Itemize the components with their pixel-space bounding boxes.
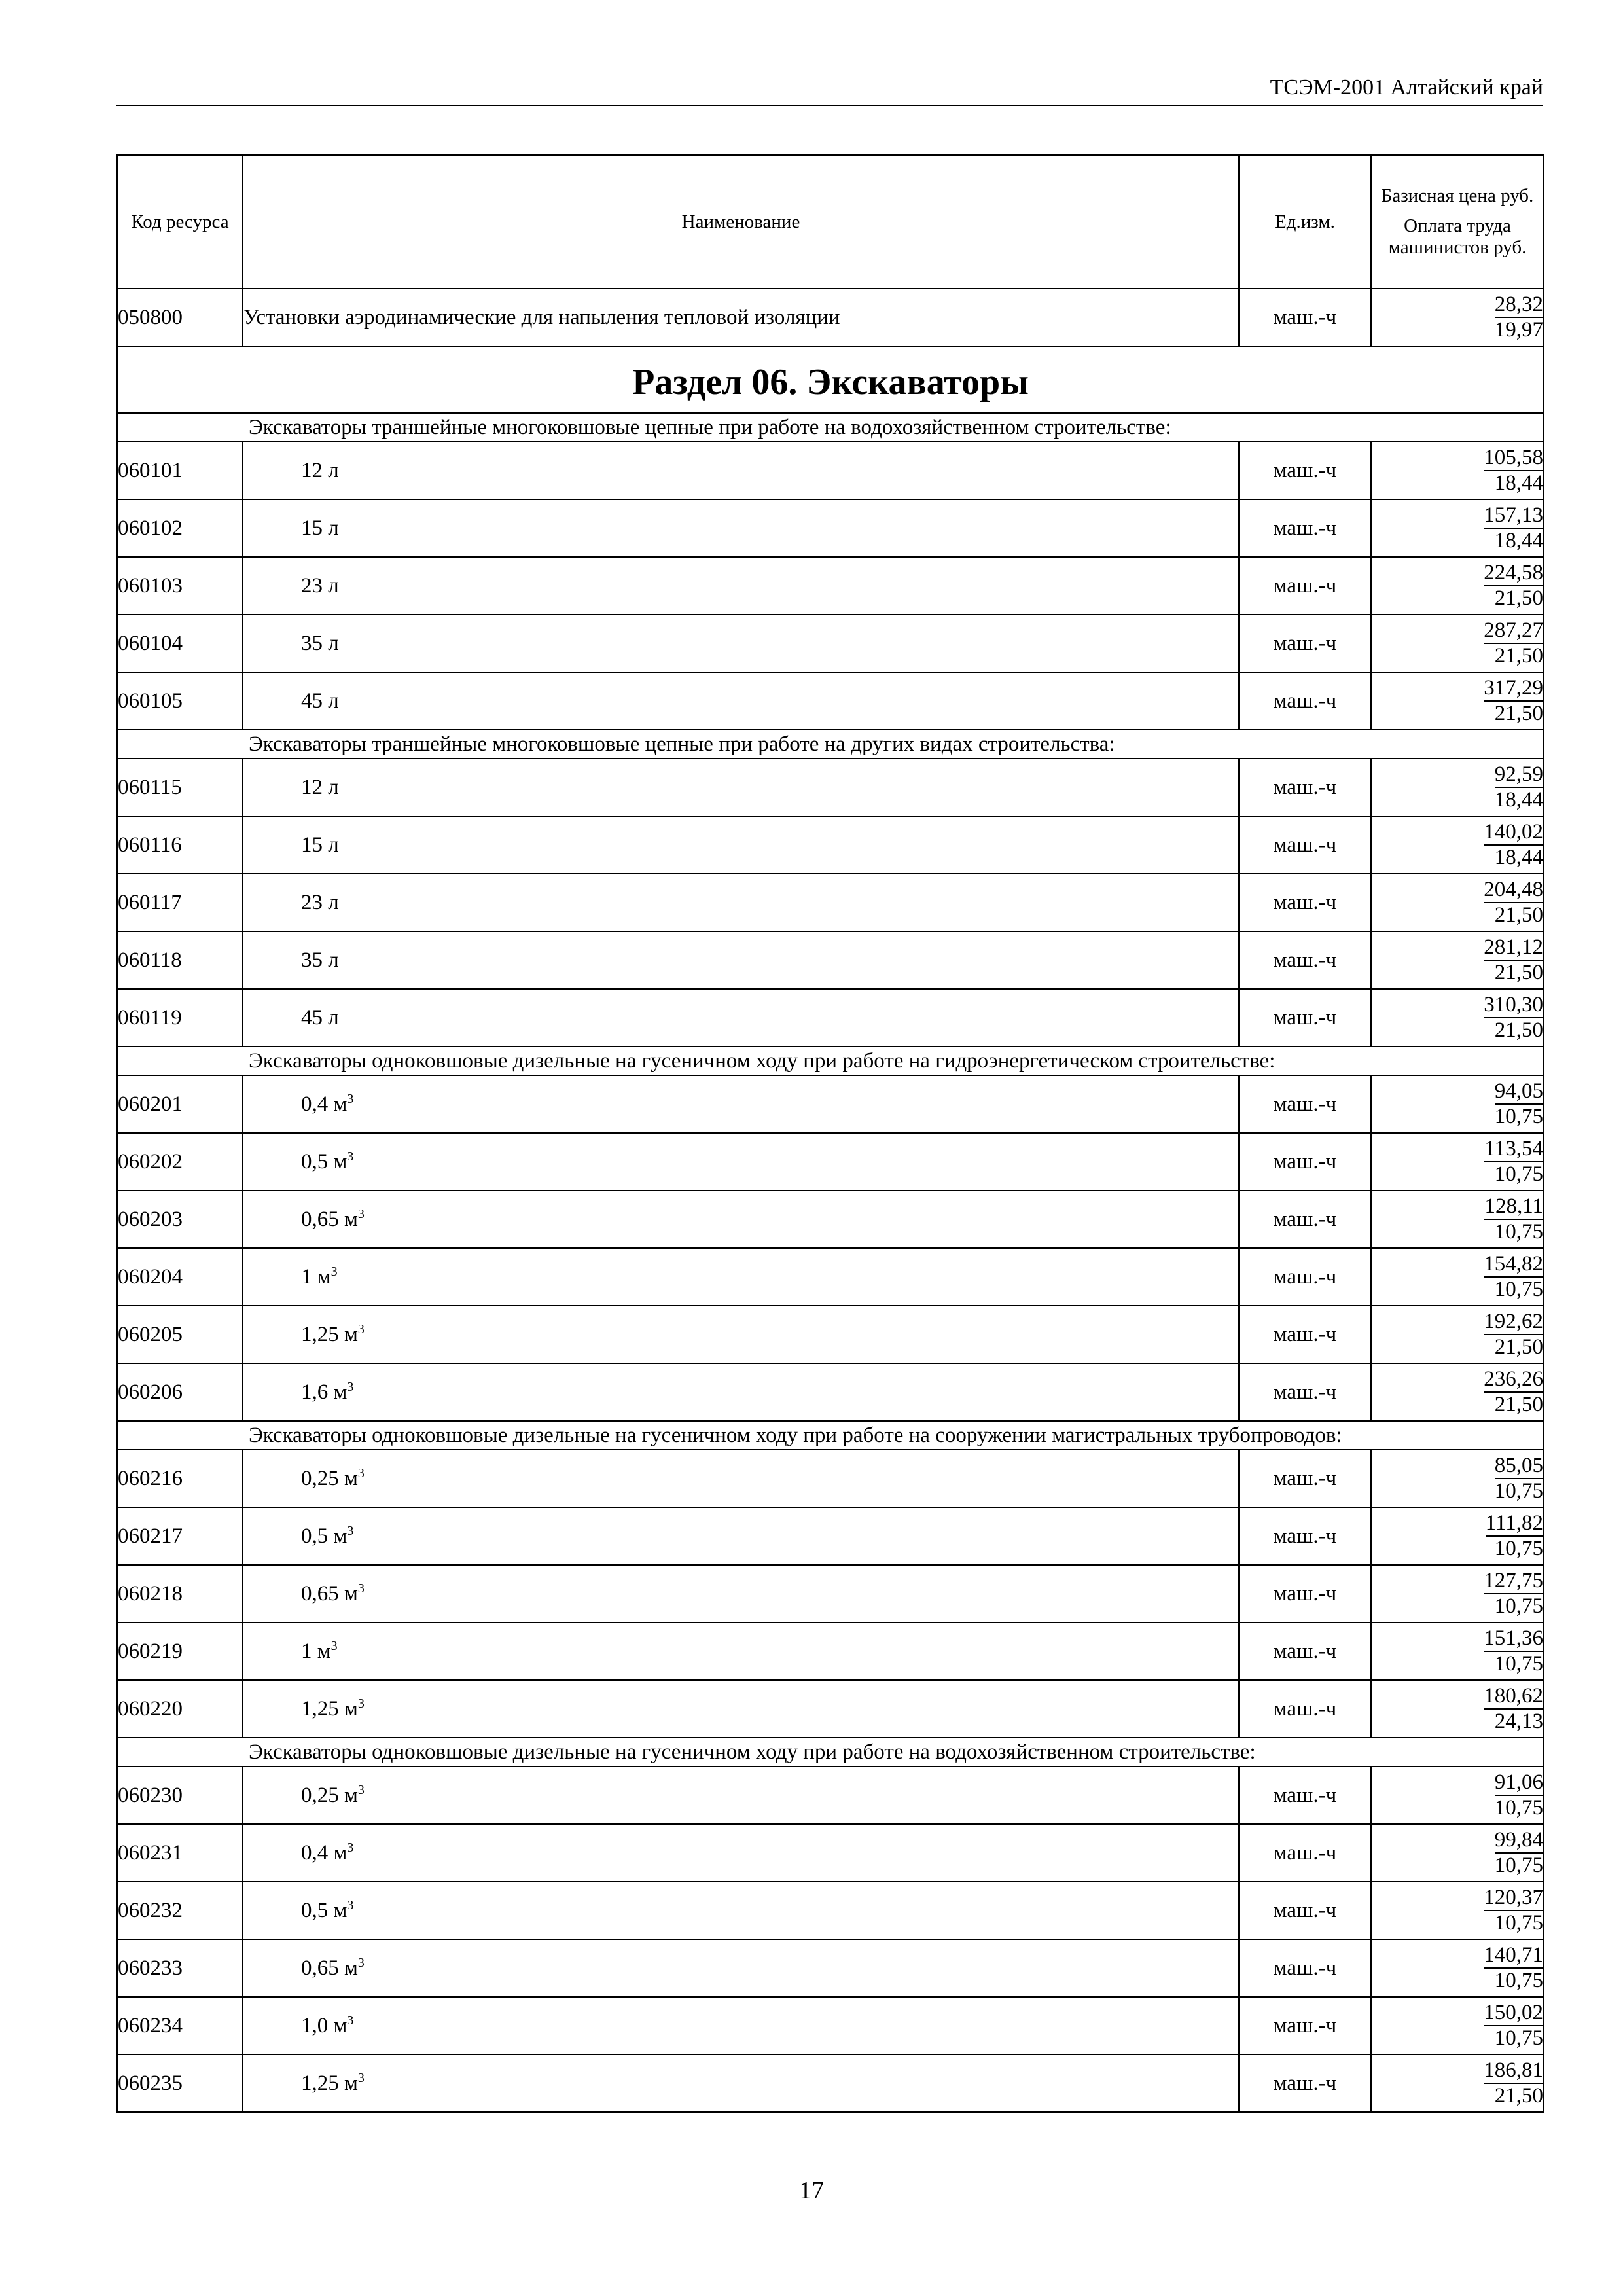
base-price: 157,13 xyxy=(1484,503,1543,529)
resource-unit: маш.-ч xyxy=(1239,1507,1371,1565)
machinist-wage: 21,50 xyxy=(1494,1393,1543,1416)
table-row xyxy=(117,1882,1544,1939)
table-row xyxy=(117,1133,1544,1191)
resource-name xyxy=(243,874,1239,931)
resource-name-text: 1 м xyxy=(301,1265,331,1289)
header-unit: Ед.изм. xyxy=(1239,155,1371,289)
resource-name xyxy=(243,615,1239,672)
machinist-wage: 21,50 xyxy=(1494,1335,1543,1359)
table-row xyxy=(117,289,1544,346)
resource-unit: маш.-ч xyxy=(1239,557,1371,615)
resource-code: 060115 xyxy=(117,759,243,816)
price-fraction xyxy=(1484,2058,1543,2108)
group-row xyxy=(117,1421,1544,1450)
base-price: 128,11 xyxy=(1484,1194,1543,1220)
resource-name-text: 12 л xyxy=(301,458,339,482)
resource-name-text: 1,25 м xyxy=(301,1696,358,1721)
resource-price-cell xyxy=(1371,2054,1544,2112)
machinist-wage: 10,75 xyxy=(1494,1854,1543,1877)
price-fraction xyxy=(1484,878,1543,927)
resource-price-cell xyxy=(1371,1882,1544,1939)
resource-code: 060235 xyxy=(117,2054,243,2112)
price-fraction xyxy=(1484,1367,1543,1417)
resource-name xyxy=(243,499,1239,557)
price-fraction xyxy=(1495,1828,1543,1878)
table-header-row xyxy=(117,155,1544,289)
resource-code: 050800 xyxy=(117,289,243,346)
resource-name-text: 0,5 м xyxy=(301,1149,348,1174)
machinist-wage: 10,75 xyxy=(1494,1220,1543,1244)
group-title: Экскаваторы траншейные многоковшовые цепные при работе на водохозяйственном строительстве: xyxy=(117,413,1544,442)
table-row xyxy=(117,1565,1544,1623)
group-row xyxy=(117,1738,1544,1767)
unit-exponent: 3 xyxy=(347,2013,354,2028)
machinist-wage: 10,75 xyxy=(1494,1278,1543,1301)
base-price: 317,29 xyxy=(1484,676,1543,702)
resource-code: 060102 xyxy=(117,499,243,557)
price-fraction xyxy=(1495,762,1543,812)
machinist-wage: 21,50 xyxy=(1494,702,1543,725)
table-row xyxy=(117,1075,1544,1133)
price-fraction xyxy=(1484,1626,1543,1676)
resource-name-text: 0,5 м xyxy=(301,1524,348,1548)
resource-name-text: 1,6 м xyxy=(301,1380,348,1404)
base-price: 111,82 xyxy=(1486,1511,1543,1537)
table-row xyxy=(117,1680,1544,1738)
machinist-wage: 18,44 xyxy=(1494,788,1543,812)
price-fraction xyxy=(1484,1310,1543,1359)
base-price: 281,12 xyxy=(1484,935,1543,961)
resource-name xyxy=(243,1191,1239,1248)
resource-name-text: 0,65 м xyxy=(301,1207,358,1231)
resource-name-text: 0,5 м xyxy=(301,1898,348,1922)
unit-exponent: 3 xyxy=(357,1696,365,1711)
resource-price-cell xyxy=(1371,289,1544,346)
price-fraction xyxy=(1484,1137,1543,1187)
resource-price-cell xyxy=(1371,1939,1544,1997)
machinist-wage: 19,97 xyxy=(1494,318,1543,342)
machinist-wage: 10,75 xyxy=(1494,1537,1543,1560)
resource-unit: маш.-ч xyxy=(1239,499,1371,557)
base-price: 105,58 xyxy=(1484,446,1543,471)
base-price: 99,84 xyxy=(1495,1828,1543,1854)
base-price: 154,82 xyxy=(1484,1252,1543,1278)
unit-exponent: 3 xyxy=(357,1321,365,1336)
base-price: 120,37 xyxy=(1484,1886,1543,1911)
resource-name-text: 1 м xyxy=(301,1639,331,1663)
table-row xyxy=(117,1363,1544,1421)
base-price: 192,62 xyxy=(1484,1310,1543,1335)
resource-price-cell xyxy=(1371,499,1544,557)
resource-name xyxy=(243,1939,1239,1997)
base-price: 140,02 xyxy=(1484,820,1543,846)
resource-price-cell xyxy=(1371,615,1544,672)
resource-unit: маш.-ч xyxy=(1239,442,1371,499)
base-price: 151,36 xyxy=(1484,1626,1543,1652)
base-price: 287,27 xyxy=(1484,619,1543,644)
machinist-wage: 21,50 xyxy=(1494,2084,1543,2108)
resource-price-cell xyxy=(1371,931,1544,989)
machinist-wage: 10,75 xyxy=(1494,1594,1543,1618)
machinist-wage: 10,75 xyxy=(1494,1911,1543,1935)
resource-code: 060218 xyxy=(117,1565,243,1623)
price-fraction xyxy=(1495,1454,1543,1503)
price-fraction xyxy=(1484,619,1543,668)
resource-code: 060230 xyxy=(117,1767,243,1824)
table-row xyxy=(117,1191,1544,1248)
machinist-wage: 10,75 xyxy=(1494,1969,1543,1992)
resource-unit: маш.-ч xyxy=(1239,1939,1371,1997)
resource-code: 060231 xyxy=(117,1824,243,1882)
resource-price-cell xyxy=(1371,874,1544,931)
resource-code: 060205 xyxy=(117,1306,243,1363)
resource-name xyxy=(243,1565,1239,1623)
group-row xyxy=(117,413,1544,442)
table-row xyxy=(117,1306,1544,1363)
resource-name-text: 45 л xyxy=(301,689,339,713)
resource-name-text: 15 л xyxy=(301,833,339,857)
resource-name-text: 23 л xyxy=(301,573,339,598)
resource-unit: маш.-ч xyxy=(1239,1565,1371,1623)
price-fraction xyxy=(1484,993,1543,1043)
resource-price-cell xyxy=(1371,1075,1544,1133)
price-fraction xyxy=(1486,1511,1543,1561)
resource-unit: маш.-ч xyxy=(1239,1450,1371,1507)
machinist-wage: 10,75 xyxy=(1494,1652,1543,1676)
header-price xyxy=(1371,155,1544,289)
resource-price-cell xyxy=(1371,1450,1544,1507)
resource-price-cell xyxy=(1371,1680,1544,1738)
table-row xyxy=(117,931,1544,989)
unit-exponent: 3 xyxy=(347,1149,354,1164)
unit-exponent: 3 xyxy=(330,1264,338,1279)
machinist-wage: 21,50 xyxy=(1494,903,1543,927)
price-fraction xyxy=(1484,1194,1543,1244)
resource-unit: маш.-ч xyxy=(1239,615,1371,672)
resource-name xyxy=(243,1133,1239,1191)
table-row xyxy=(117,1248,1544,1306)
resource-name xyxy=(243,1450,1239,1507)
resource-name xyxy=(243,989,1239,1047)
machinist-wage: 10,75 xyxy=(1494,1796,1543,1820)
resource-code: 060220 xyxy=(117,1680,243,1738)
machinist-wage: 10,75 xyxy=(1494,1105,1543,1128)
resource-unit: маш.-ч xyxy=(1239,1997,1371,2054)
header-price-base: Базисная цена руб. xyxy=(1381,185,1534,206)
base-price: 236,26 xyxy=(1484,1367,1543,1393)
resource-name xyxy=(243,1824,1239,1882)
resource-name xyxy=(243,816,1239,874)
base-price: 91,06 xyxy=(1495,1770,1543,1796)
resource-name xyxy=(243,1306,1239,1363)
resource-name xyxy=(243,1248,1239,1306)
price-fraction xyxy=(1484,446,1543,495)
resource-name xyxy=(243,1363,1239,1421)
price-fraction xyxy=(1484,1684,1543,1734)
table-row xyxy=(117,442,1544,499)
table-row xyxy=(117,557,1544,615)
resource-unit: маш.-ч xyxy=(1239,759,1371,816)
resource-unit: маш.-ч xyxy=(1239,989,1371,1047)
table-row xyxy=(117,1824,1544,1882)
resource-name xyxy=(243,931,1239,989)
unit-exponent: 3 xyxy=(347,1523,354,1538)
resource-unit: маш.-ч xyxy=(1239,1623,1371,1680)
resource-name-text: 0,25 м xyxy=(301,1783,358,1807)
resource-name-text: 1,25 м xyxy=(301,1322,358,1346)
resource-name xyxy=(243,557,1239,615)
unit-exponent: 3 xyxy=(347,1091,354,1106)
resource-code: 060206 xyxy=(117,1363,243,1421)
resource-price-cell xyxy=(1371,1507,1544,1565)
table-row xyxy=(117,2054,1544,2112)
unit-exponent: 3 xyxy=(357,1955,365,1970)
resource-price-cell xyxy=(1371,1824,1544,1882)
group-title: Экскаваторы одноковшовые дизельные на гусеничном ходу при работе на сооружении магистральных трубопроводов: xyxy=(117,1421,1544,1450)
table-row xyxy=(117,615,1544,672)
base-price: 85,05 xyxy=(1495,1454,1543,1479)
group-title: Экскаваторы одноковшовые дизельные на гусеничном ходу при работе на гидроэнергетическом строительстве: xyxy=(117,1047,1544,1075)
resource-price-cell xyxy=(1371,1997,1544,2054)
table-row xyxy=(117,759,1544,816)
resource-code: 060117 xyxy=(117,874,243,931)
resource-price-cell xyxy=(1371,1565,1544,1623)
resource-code: 060201 xyxy=(117,1075,243,1133)
machinist-wage: 10,75 xyxy=(1494,2026,1543,2050)
resource-code: 060219 xyxy=(117,1623,243,1680)
resource-name-text: 15 л xyxy=(301,516,339,540)
resource-unit: маш.-ч xyxy=(1239,931,1371,989)
resource-name xyxy=(243,1680,1239,1738)
base-price: 186,81 xyxy=(1484,2058,1543,2084)
resource-code: 060203 xyxy=(117,1191,243,1248)
resource-unit: маш.-ч xyxy=(1239,1767,1371,1824)
resource-price-cell xyxy=(1371,1306,1544,1363)
resource-code: 060101 xyxy=(117,442,243,499)
resource-name-text: 1,0 м xyxy=(301,2013,348,2037)
machinist-wage: 18,44 xyxy=(1494,529,1543,552)
machinist-wage: 21,50 xyxy=(1494,586,1543,610)
header-name: Наименование xyxy=(243,155,1239,289)
resource-code: 060233 xyxy=(117,1939,243,1997)
resource-price-cell xyxy=(1371,1191,1544,1248)
resource-unit: маш.-ч xyxy=(1239,1191,1371,1248)
base-price: 92,59 xyxy=(1495,762,1543,788)
base-price: 150,02 xyxy=(1484,2001,1543,2026)
machinist-wage: 10,75 xyxy=(1494,1479,1543,1503)
unit-exponent: 3 xyxy=(357,2070,365,2085)
price-fraction xyxy=(1484,1569,1543,1619)
resource-price-cell xyxy=(1371,557,1544,615)
price-fraction xyxy=(1484,676,1543,726)
resource-name xyxy=(243,2054,1239,2112)
resource-name-text: 0,65 м xyxy=(301,1956,358,1980)
price-fraction xyxy=(1495,293,1543,342)
resource-price-cell xyxy=(1371,989,1544,1047)
resource-name xyxy=(243,672,1239,730)
resource-code: 060216 xyxy=(117,1450,243,1507)
resource-code: 060234 xyxy=(117,1997,243,2054)
resource-price-table xyxy=(116,154,1544,2113)
machinist-wage: 10,75 xyxy=(1494,1162,1543,1186)
resource-name-text: 35 л xyxy=(301,948,339,972)
price-fraction xyxy=(1484,1252,1543,1302)
machinist-wage: 21,50 xyxy=(1494,961,1543,984)
base-price: 28,32 xyxy=(1495,293,1543,318)
unit-exponent: 3 xyxy=(347,1840,354,1855)
resource-price-cell xyxy=(1371,442,1544,499)
group-title: Экскаваторы одноковшовые дизельные на гусеничном ходу при работе на водохозяйственном строительстве: xyxy=(117,1738,1544,1767)
price-fraction xyxy=(1484,1943,1543,1993)
resource-code: 060232 xyxy=(117,1882,243,1939)
price-fraction xyxy=(1484,2001,1543,2051)
table-row xyxy=(117,672,1544,730)
resource-price-cell xyxy=(1371,759,1544,816)
resource-name xyxy=(243,1882,1239,1939)
unit-exponent: 3 xyxy=(357,1782,365,1797)
resource-code: 060202 xyxy=(117,1133,243,1191)
base-price: 127,75 xyxy=(1484,1569,1543,1594)
resource-unit: маш.-ч xyxy=(1239,1133,1371,1191)
resource-price-cell xyxy=(1371,1248,1544,1306)
machinist-wage: 21,50 xyxy=(1494,644,1543,668)
resource-name-text: 0,4 м xyxy=(301,1092,348,1116)
resource-price-cell xyxy=(1371,672,1544,730)
resource-unit: маш.-ч xyxy=(1239,816,1371,874)
table-row xyxy=(117,1623,1544,1680)
table-row xyxy=(117,1450,1544,1507)
unit-exponent: 3 xyxy=(357,1465,365,1480)
resource-unit: маш.-ч xyxy=(1239,1075,1371,1133)
table-row xyxy=(117,816,1544,874)
group-title: Экскаваторы траншейные многоковшовые цепные при работе на других видах строительства: xyxy=(117,730,1544,759)
table-row xyxy=(117,1997,1544,2054)
resource-unit: маш.-ч xyxy=(1239,874,1371,931)
resource-unit: маш.-ч xyxy=(1239,1882,1371,1939)
section-title: Раздел 06. Экскаваторы xyxy=(117,346,1544,413)
base-price: 140,71 xyxy=(1484,1943,1543,1969)
resource-unit: маш.-ч xyxy=(1239,672,1371,730)
unit-exponent: 3 xyxy=(357,1206,365,1221)
base-price: 180,62 xyxy=(1484,1684,1543,1710)
resource-name-text: 45 л xyxy=(301,1005,339,1030)
unit-exponent: 3 xyxy=(357,1581,365,1596)
resource-name xyxy=(243,442,1239,499)
base-price: 310,30 xyxy=(1484,993,1543,1018)
machinist-wage: 24,13 xyxy=(1494,1710,1543,1733)
group-row xyxy=(117,730,1544,759)
table-row xyxy=(117,499,1544,557)
resource-code: 060118 xyxy=(117,931,243,989)
unit-exponent: 3 xyxy=(347,1897,354,1912)
resource-code: 060104 xyxy=(117,615,243,672)
resource-unit: маш.-ч xyxy=(1239,1363,1371,1421)
price-fraction xyxy=(1484,935,1543,985)
running-header: ТСЭМ-2001 Алтайский край xyxy=(116,73,1543,106)
base-price: 94,05 xyxy=(1495,1079,1543,1105)
price-fraction xyxy=(1484,820,1543,870)
resource-name xyxy=(243,1075,1239,1133)
resource-name-text: 0,25 м xyxy=(301,1466,358,1490)
machinist-wage: 21,50 xyxy=(1494,1018,1543,1042)
resource-unit: маш.-ч xyxy=(1239,1824,1371,1882)
resource-unit: маш.-ч xyxy=(1239,289,1371,346)
page-number: 17 xyxy=(799,2177,824,2204)
resource-code: 060204 xyxy=(117,1248,243,1306)
table-row xyxy=(117,989,1544,1047)
machinist-wage: 18,44 xyxy=(1494,471,1543,495)
resource-price-cell xyxy=(1371,1767,1544,1824)
header-price-wage: Оплата труда машинистов руб. xyxy=(1388,215,1527,258)
resource-name-text: 0,4 м xyxy=(301,1840,348,1865)
price-fraction xyxy=(1484,1886,1543,1935)
resource-code: 060105 xyxy=(117,672,243,730)
base-price: 113,54 xyxy=(1484,1137,1543,1162)
section-row xyxy=(117,346,1544,413)
resource-price-cell xyxy=(1371,1363,1544,1421)
resource-code: 060119 xyxy=(117,989,243,1047)
resource-code: 060103 xyxy=(117,557,243,615)
machinist-wage: 18,44 xyxy=(1494,846,1543,869)
unit-exponent: 3 xyxy=(347,1379,354,1394)
resource-price-cell xyxy=(1371,816,1544,874)
price-fraction xyxy=(1495,1770,1543,1820)
price-fraction xyxy=(1484,561,1543,611)
table-row xyxy=(117,874,1544,931)
resource-code: 060217 xyxy=(117,1507,243,1565)
price-fraction xyxy=(1484,503,1543,553)
resource-name: Установки аэродинамические для напыления тепловой изоляции xyxy=(243,289,1239,346)
table-row xyxy=(117,1939,1544,1997)
resource-price-cell xyxy=(1371,1133,1544,1191)
table-body xyxy=(117,155,1544,2112)
resource-name xyxy=(243,1507,1239,1565)
resource-name xyxy=(243,1623,1239,1680)
resource-name-text: 0,65 м xyxy=(301,1581,358,1605)
unit-exponent: 3 xyxy=(330,1638,338,1653)
base-price: 224,58 xyxy=(1484,561,1543,586)
resource-price-cell xyxy=(1371,1623,1544,1680)
resource-unit: маш.-ч xyxy=(1239,1306,1371,1363)
resource-name-text: 35 л xyxy=(301,631,339,655)
resource-name xyxy=(243,759,1239,816)
resource-unit: маш.-ч xyxy=(1239,1680,1371,1738)
resource-name xyxy=(243,1997,1239,2054)
base-price: 204,48 xyxy=(1484,878,1543,903)
resource-name xyxy=(243,1767,1239,1824)
resource-code: 060116 xyxy=(117,816,243,874)
group-row xyxy=(117,1047,1544,1075)
resource-unit: маш.-ч xyxy=(1239,2054,1371,2112)
resource-name-text: 1,25 м xyxy=(301,2071,358,2095)
price-fraction xyxy=(1495,1079,1543,1129)
resource-unit: маш.-ч xyxy=(1239,1248,1371,1306)
header-code: Код ресурса xyxy=(117,155,243,289)
table-row xyxy=(117,1507,1544,1565)
table-row xyxy=(117,1767,1544,1824)
resource-name-text: 23 л xyxy=(301,890,339,914)
resource-name-text: 12 л xyxy=(301,775,339,799)
